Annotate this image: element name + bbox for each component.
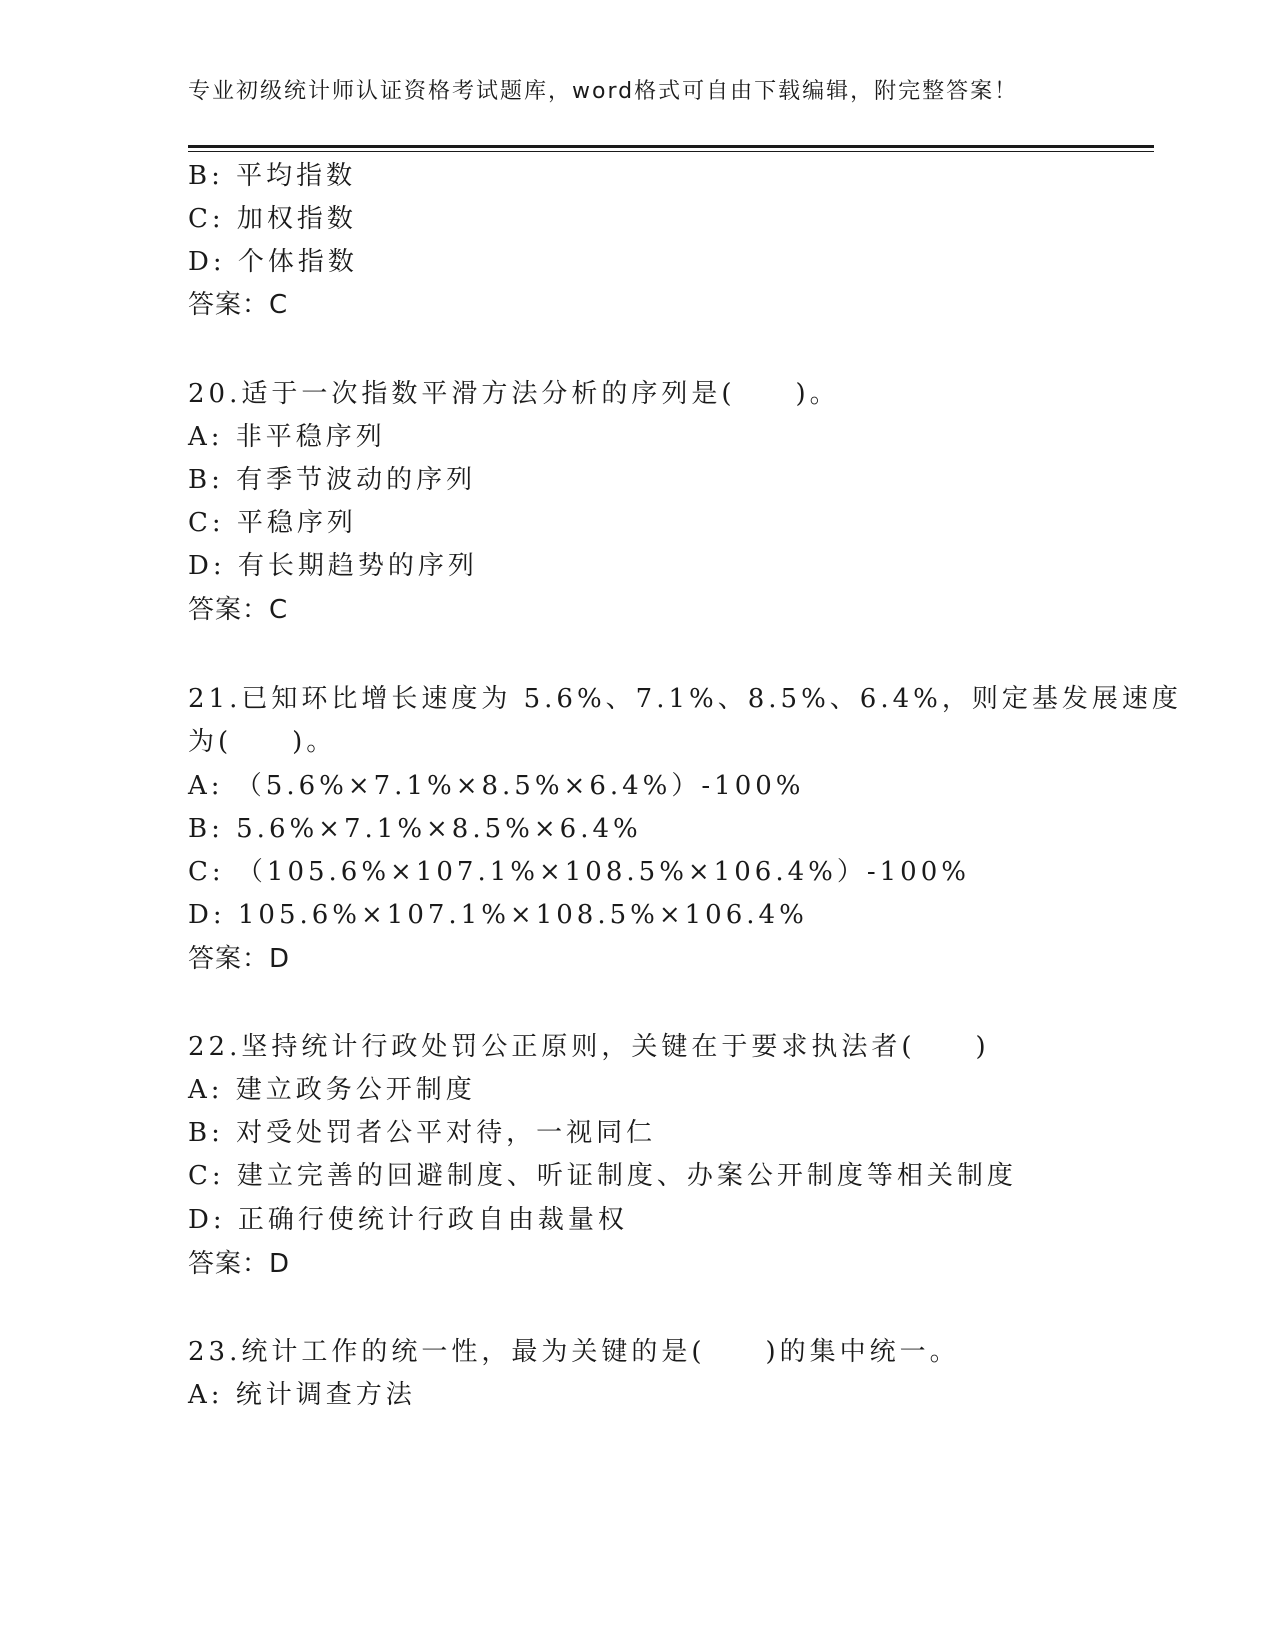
option-b: B: 有季节波动的序列 [188, 465, 477, 495]
option-a: A: 统计调查方法 [188, 1380, 416, 1410]
option-c: C: 建立完善的回避制度、听证制度、办案公开制度等相关制度 [188, 1161, 1017, 1191]
option-d: D: 105.6%×107.1%×108.5%×106.4% [188, 900, 808, 930]
header-rule-thick [188, 145, 1154, 148]
option-a: A: 非平稳序列 [188, 422, 386, 452]
option-c: C: 加权指数 [188, 204, 357, 234]
answer: 答案：C [188, 595, 289, 625]
option-a: A: 建立政务公开制度 [188, 1075, 476, 1105]
option-b: B: 平均指数 [188, 161, 357, 191]
question-stem: 21.已知环比增长速度为 5.6%、7.1%、8.5%、6.4%，则定基发展速度 [188, 684, 1182, 714]
question-stem: 23.统计工作的统一性，最为关键的是( )的集中统一。 [188, 1337, 960, 1367]
option-d: D: 正确行使统计行政自由裁量权 [188, 1205, 628, 1235]
option-b: B: 对受处罚者公平对待，一视同仁 [188, 1118, 657, 1148]
answer: 答案：D [188, 1249, 291, 1279]
option-d: D: 有长期趋势的序列 [188, 551, 478, 581]
option-b: B: 5.6%×7.1%×8.5%×6.4% [188, 814, 642, 844]
answer: 答案：C [188, 290, 289, 320]
answer: 答案：D [188, 944, 291, 974]
option-d: D: 个体指数 [188, 247, 358, 277]
question-stem: 20.适于一次指数平滑方法分析的序列是( )。 [188, 379, 840, 409]
question-stem-continuation: 为( )。 [188, 727, 337, 757]
question-stem: 22.坚持统计行政处罚公正原则，关键在于要求执法者( ) [188, 1032, 990, 1062]
header-rule-thin [188, 151, 1154, 152]
page-header: 专业初级统计师认证资格考试题库，word格式可自由下载编辑，附完整答案！ [188, 79, 1019, 104]
option-a: A: （5.6%×7.1%×8.5%×6.4%）-100% [188, 771, 805, 801]
option-c: C: （105.6%×107.1%×108.5%×106.4%）-100% [188, 857, 970, 887]
option-c: C: 平稳序列 [188, 508, 357, 538]
